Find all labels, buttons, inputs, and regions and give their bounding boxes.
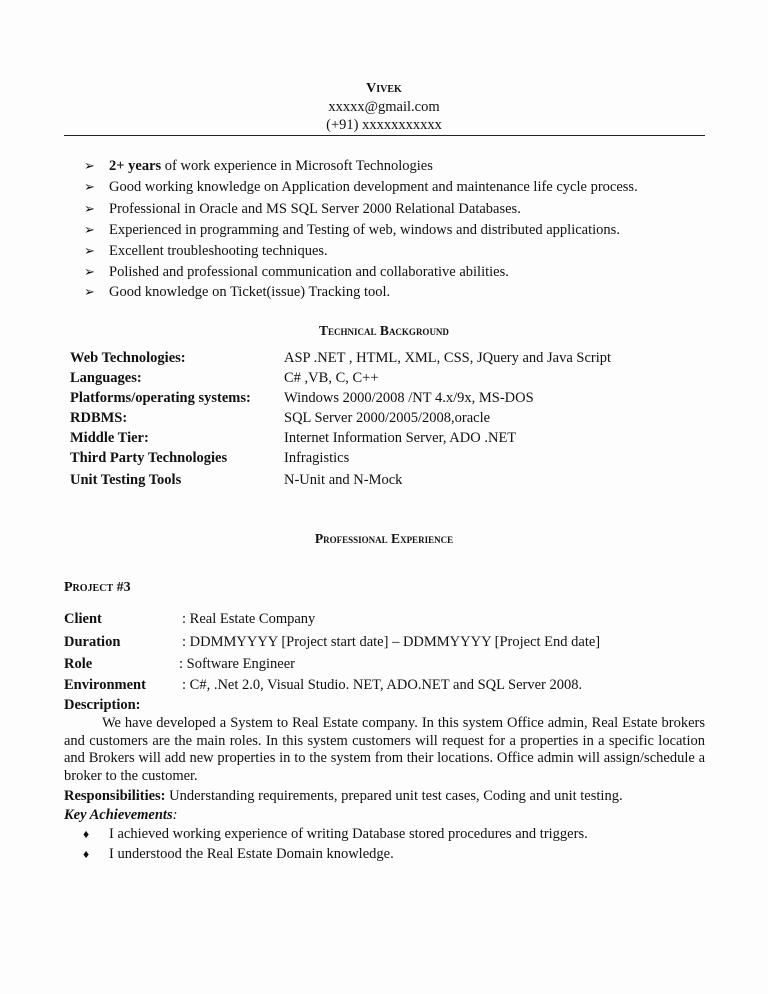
achievements-colon: : [172,807,178,823]
experience-years: 2+ years [109,158,162,174]
role-label: Role [64,656,93,672]
tech-value: ASP .NET , HTML, XML, CSS, JQuery and Java Script [284,350,612,366]
achievement-item: I achieved working experience of writing Database stored procedures and triggers. [109,826,588,842]
responsibilities-text: Understanding requirements, prepared unit test cases, Coding and unit testing. [165,788,623,804]
tech-value: N-Unit and N-Mock [284,472,403,488]
achievements-label: Key Achievements [64,807,173,823]
tech-value: Infragistics [284,450,350,466]
tech-label: Unit Testing Tools [70,472,182,488]
environment-label: Environment [64,677,146,693]
summary-item: Polished and professional communication and collaborative abilities. [109,264,509,280]
technical-heading: Technical Background [319,323,449,338]
tech-label: Web Technologies: [70,350,186,366]
arrow-bullet-icon: ➢ [84,243,95,258]
summary-item: Excellent troubleshooting techniques. [109,243,328,259]
arrow-bullet-icon: ➢ [84,284,95,299]
project-title: Project #3 [64,580,131,595]
diamond-bullet-icon: ♦ [83,847,90,861]
arrow-bullet-icon: ➢ [84,201,95,216]
summary-item: Experienced in programming and Testing of web, windows and distributed applications. [109,222,620,238]
tech-label: RDBMS: [70,410,128,426]
description-text: We have developed a System to Real Estate company. In this system Office admin, Real Estate brokers and customers are the main roles. In this system customers will request for a properties in a specific location and Brokers will add new properties in to the system from their locations. Office admin will assign/schedule a broker to the customer. [64,715,705,784]
candidate-phone: (+91) xxxxxxxxxxx [326,117,442,133]
responsibilities-label: Responsibilities: [64,788,166,804]
responsibilities [64,788,623,805]
summary-item: Good knowledge on Ticket(issue) Tracking tool. [109,284,391,300]
experience-years-rest: of work experience in Microsoft Technologies [161,158,433,174]
summary-item: Professional in Oracle and MS SQL Server 2000 Relational Databases. [109,201,521,217]
description-label: Description: [64,697,141,713]
tech-label: Third Party Technologies [70,450,228,466]
experience-heading: Professional Experience [314,531,454,546]
tech-value: SQL Server 2000/2005/2008,oracle [284,410,491,426]
duration-label: Duration [64,634,121,650]
role-value: : Software Engineer [179,656,295,672]
tech-value: C# ,VB, C, C++ [284,370,379,386]
tech-value: Windows 2000/2008 /NT 4.x/9x, MS-DOS [284,390,534,406]
tech-label: Languages: [70,370,142,386]
arrow-bullet-icon: ➢ [84,222,95,237]
achievement-item: I understood the Real Estate Domain knowledge. [109,846,394,862]
duration-value: : DDMMYYYY [Project start date] – DDMMYYYY [Project End date] [182,634,601,650]
summary-item [109,158,433,175]
arrow-bullet-icon: ➢ [84,179,95,194]
header-divider [64,135,705,136]
environment-value: : C#, .Net 2.0, Visual Studio. NET, ADO.NET and SQL Server 2008. [182,677,583,693]
diamond-bullet-icon: ♦ [83,827,90,841]
summary-item: Good working knowledge on Application development and maintenance life cycle process. [109,179,638,195]
arrow-bullet-icon: ➢ [84,158,95,173]
arrow-bullet-icon: ➢ [84,264,95,279]
tech-label: Middle Tier: [70,430,149,446]
tech-label: Platforms/operating systems: [70,390,251,406]
achievements-heading [64,807,177,824]
tech-value: Internet Information Server, ADO .NET [284,430,517,446]
client-label: Client [64,611,102,627]
candidate-email: xxxxx@gmail.com [328,99,440,115]
candidate-name: Vivek [366,81,402,96]
client-value: : Real Estate Company [182,611,316,627]
